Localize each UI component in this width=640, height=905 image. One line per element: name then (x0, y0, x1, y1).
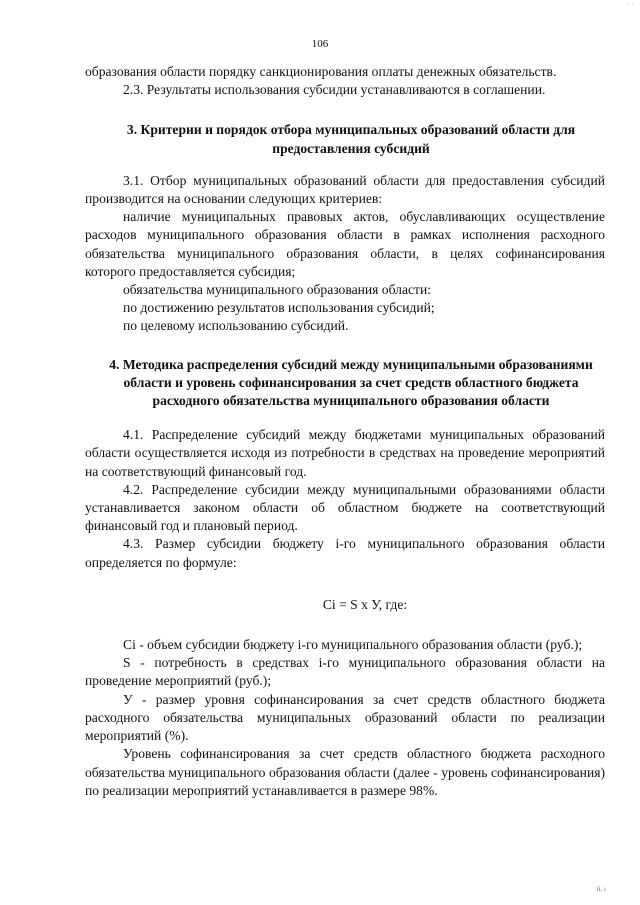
corner-mark: · · (627, 0, 634, 8)
paragraph-3-1-criterion: наличие муниципальных правовых актов, обуславливающих осуществление расходов муниципального образования области в рамках исполнения расходного обязательства муниципального образования области, в целях софинансирования которого предоставляется субсидия; (85, 209, 605, 279)
formula: Ci = S x У, где: (322, 596, 408, 612)
paragraph-4-2: 4.2. Распределение субсидии между муниципальными образованиями области устанавливается законом области об областном бюджете на соответствующий финансовый год и плановый период. (85, 481, 605, 534)
definition-s: S - потребность в средствах i-го муниципального образования области на проведение мероприятий (руб.); (85, 655, 605, 689)
paragraph-3-1-obligations: обязательства муниципального образования области: (123, 282, 432, 298)
paragraph-4-3: 4.3. Размер субсидии бюджету i-го муниципального образования области определяется по формуле: (85, 536, 605, 570)
page-number: 106 (311, 38, 329, 50)
paragraph-cofinancing-level: Уровень софинансирования за счет средств областного бюджета расходного обязательства муниципального образования области (далее - уровень софинансирования) по реализации мероприятий устанавливается в размере 98%. (85, 746, 605, 798)
paragraph-3-1: 3.1. Отбор муниципальных образований области для предоставления субсидий производится на основании следующих критериев: (85, 172, 605, 207)
paragraph-4-1: 4.1. Распределение субсидий между бюджетами муниципальных образований области осуществляется исходя из потребности в средствах на проведение мероприятий на соответствующий финансовый год. (85, 427, 605, 479)
section-4-heading: 4. Методика распределения субсидий между муниципальными образованиями области и уровень софинансирования за счет средств областного бюджета расходного обязательства муниципального образования области (109, 356, 593, 409)
definition-u: У - размер уровня софинансирования за счет средств областного бюджета расходного обязательства муниципальных образований области по реализации мероприятий (%). (85, 691, 605, 744)
paragraph-3-1-results: по достижению результатов использования субсидий; (123, 300, 435, 316)
paragraph-continuation: образования области порядку санкционирования оплаты денежных обязательств. (85, 64, 557, 79)
section-3-heading: 3. Критерии и порядок отбора муниципальных образований области для предоставления субсидий (126, 122, 576, 156)
paragraph-2-3: 2.3. Результаты использования субсидии устанавливаются в соглашении. (123, 82, 546, 98)
paragraph-3-1-target-use: по целевому использованию субсидий. (123, 318, 349, 334)
document-body (85, 63, 605, 800)
scan-mark: ii. ı (596, 885, 606, 893)
definition-ci: Ci - объем субсидии бюджету i-го муниципального образования области (руб.); (123, 637, 583, 653)
